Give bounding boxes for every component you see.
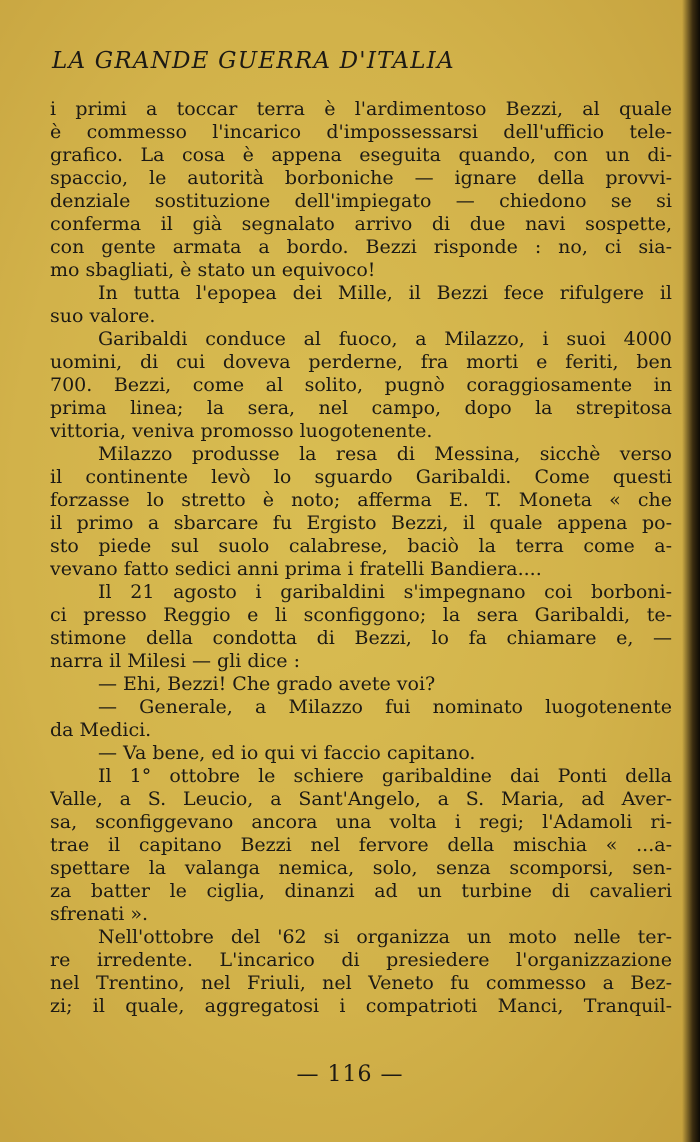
- text-line: denziale sostituzione dell'impiegato — chiedono se si: [50, 190, 672, 212]
- text-line: Il 21 agosto i garibaldini s'impegnano coi borboni-: [98, 581, 672, 603]
- text-line: forzasse lo stretto è noto; afferma E. T. Moneta « che: [50, 489, 672, 511]
- text-line: il continente levò lo sguardo Garibaldi. Come questi: [50, 466, 672, 488]
- text-line: trae il capitano Bezzi nel fervore della mischia « ...a-: [50, 834, 672, 856]
- text-line: è commesso l'incarico d'impossessarsi dell'ufficio tele-: [50, 121, 672, 143]
- text-line: sa, sconfiggevano ancora una volta i regi; l'Adamoli ri-: [50, 811, 672, 833]
- text-line: Milazzo produsse la resa di Messina, sicchè verso: [98, 443, 672, 465]
- text-line: uomini, di cui doveva perderne, fra morti e feriti, ben: [50, 351, 672, 373]
- body-text: [50, 98, 672, 1018]
- running-head: LA GRANDE GUERRA D'ITALIA: [52, 48, 455, 74]
- text-line: — Ehi, Bezzi! Che grado avete voi?: [98, 673, 436, 695]
- page-edge-shadow: [682, 0, 700, 1142]
- text-line: re irredente. L'incarico di presiedere l'organizzazione: [50, 949, 672, 971]
- text-line: Valle, a S. Leucio, a Sant'Angelo, a S. Maria, ad Aver-: [50, 788, 672, 810]
- text-line: prima linea; la sera, nel campo, dopo la strepitosa: [50, 397, 672, 419]
- text-line: grafico. La cosa è appena eseguita quando, con un di-: [50, 144, 672, 166]
- text-line: stimone della condotta di Bezzi, lo fa chiamare e, —: [50, 627, 672, 649]
- text-line: i primi a toccar terra è l'ardimentoso Bezzi, al quale: [50, 98, 672, 120]
- text-line: — Generale, a Milazzo fui nominato luogotenente: [98, 696, 672, 718]
- text-line: Garibaldi conduce al fuoco, a Milazzo, i suoi 4000: [98, 328, 672, 350]
- text-line: ci presso Reggio e li sconfiggono; la sera Garibaldi, te-: [50, 604, 672, 626]
- text-line: da Medici.: [50, 719, 152, 741]
- text-line: sfrenati ».: [50, 903, 149, 925]
- text-line: In tutta l'epopea dei Mille, il Bezzi fece rifulgere il: [98, 282, 672, 304]
- text-line: — Va bene, ed io qui vi faccio capitano.: [98, 742, 476, 764]
- text-line: sto piede sul suolo calabrese, baciò la terra come a-: [50, 535, 672, 557]
- text-line: il primo a sbarcare fu Ergisto Bezzi, il quale appena po-: [50, 512, 672, 534]
- text-line: spaccio, le autorità borboniche — ignare della provvi-: [50, 167, 672, 189]
- text-line: con gente armata a bordo. Bezzi risponde : no, ci sia-: [50, 236, 672, 258]
- text-line: mo sbagliati, è stato un equivoco!: [50, 259, 376, 281]
- text-line: Il 1° ottobre le schiere garibaldine dai Ponti della: [98, 765, 672, 787]
- text-line: vevano fatto sedici anni prima i fratelli Bandiera....: [50, 558, 542, 580]
- text-line: suo valore.: [50, 305, 156, 327]
- text-line: narra il Milesi — gli dice :: [50, 650, 300, 672]
- text-line: Nell'ottobre del '62 si organizza un moto nelle ter-: [98, 926, 672, 948]
- text-line: zi; il quale, aggregatosi i compatrioti Manci, Tranquil-: [50, 995, 672, 1017]
- text-line: vittoria, veniva promosso luogotenente.: [50, 420, 433, 442]
- text-line: conferma il già segnalato arrivo di due navi sospette,: [50, 213, 672, 235]
- page-number: — 116 —: [296, 1062, 404, 1087]
- text-line: nel Trentino, nel Friuli, nel Veneto fu commesso a Bez-: [50, 972, 672, 994]
- text-line: spettare la valanga nemica, solo, senza scomporsi, sen-: [50, 857, 672, 879]
- text-line: za batter le ciglia, dinanzi ad un turbine di cavalieri: [50, 880, 672, 902]
- text-line: 700. Bezzi, come al solito, pugnò coraggiosamente in: [50, 374, 672, 396]
